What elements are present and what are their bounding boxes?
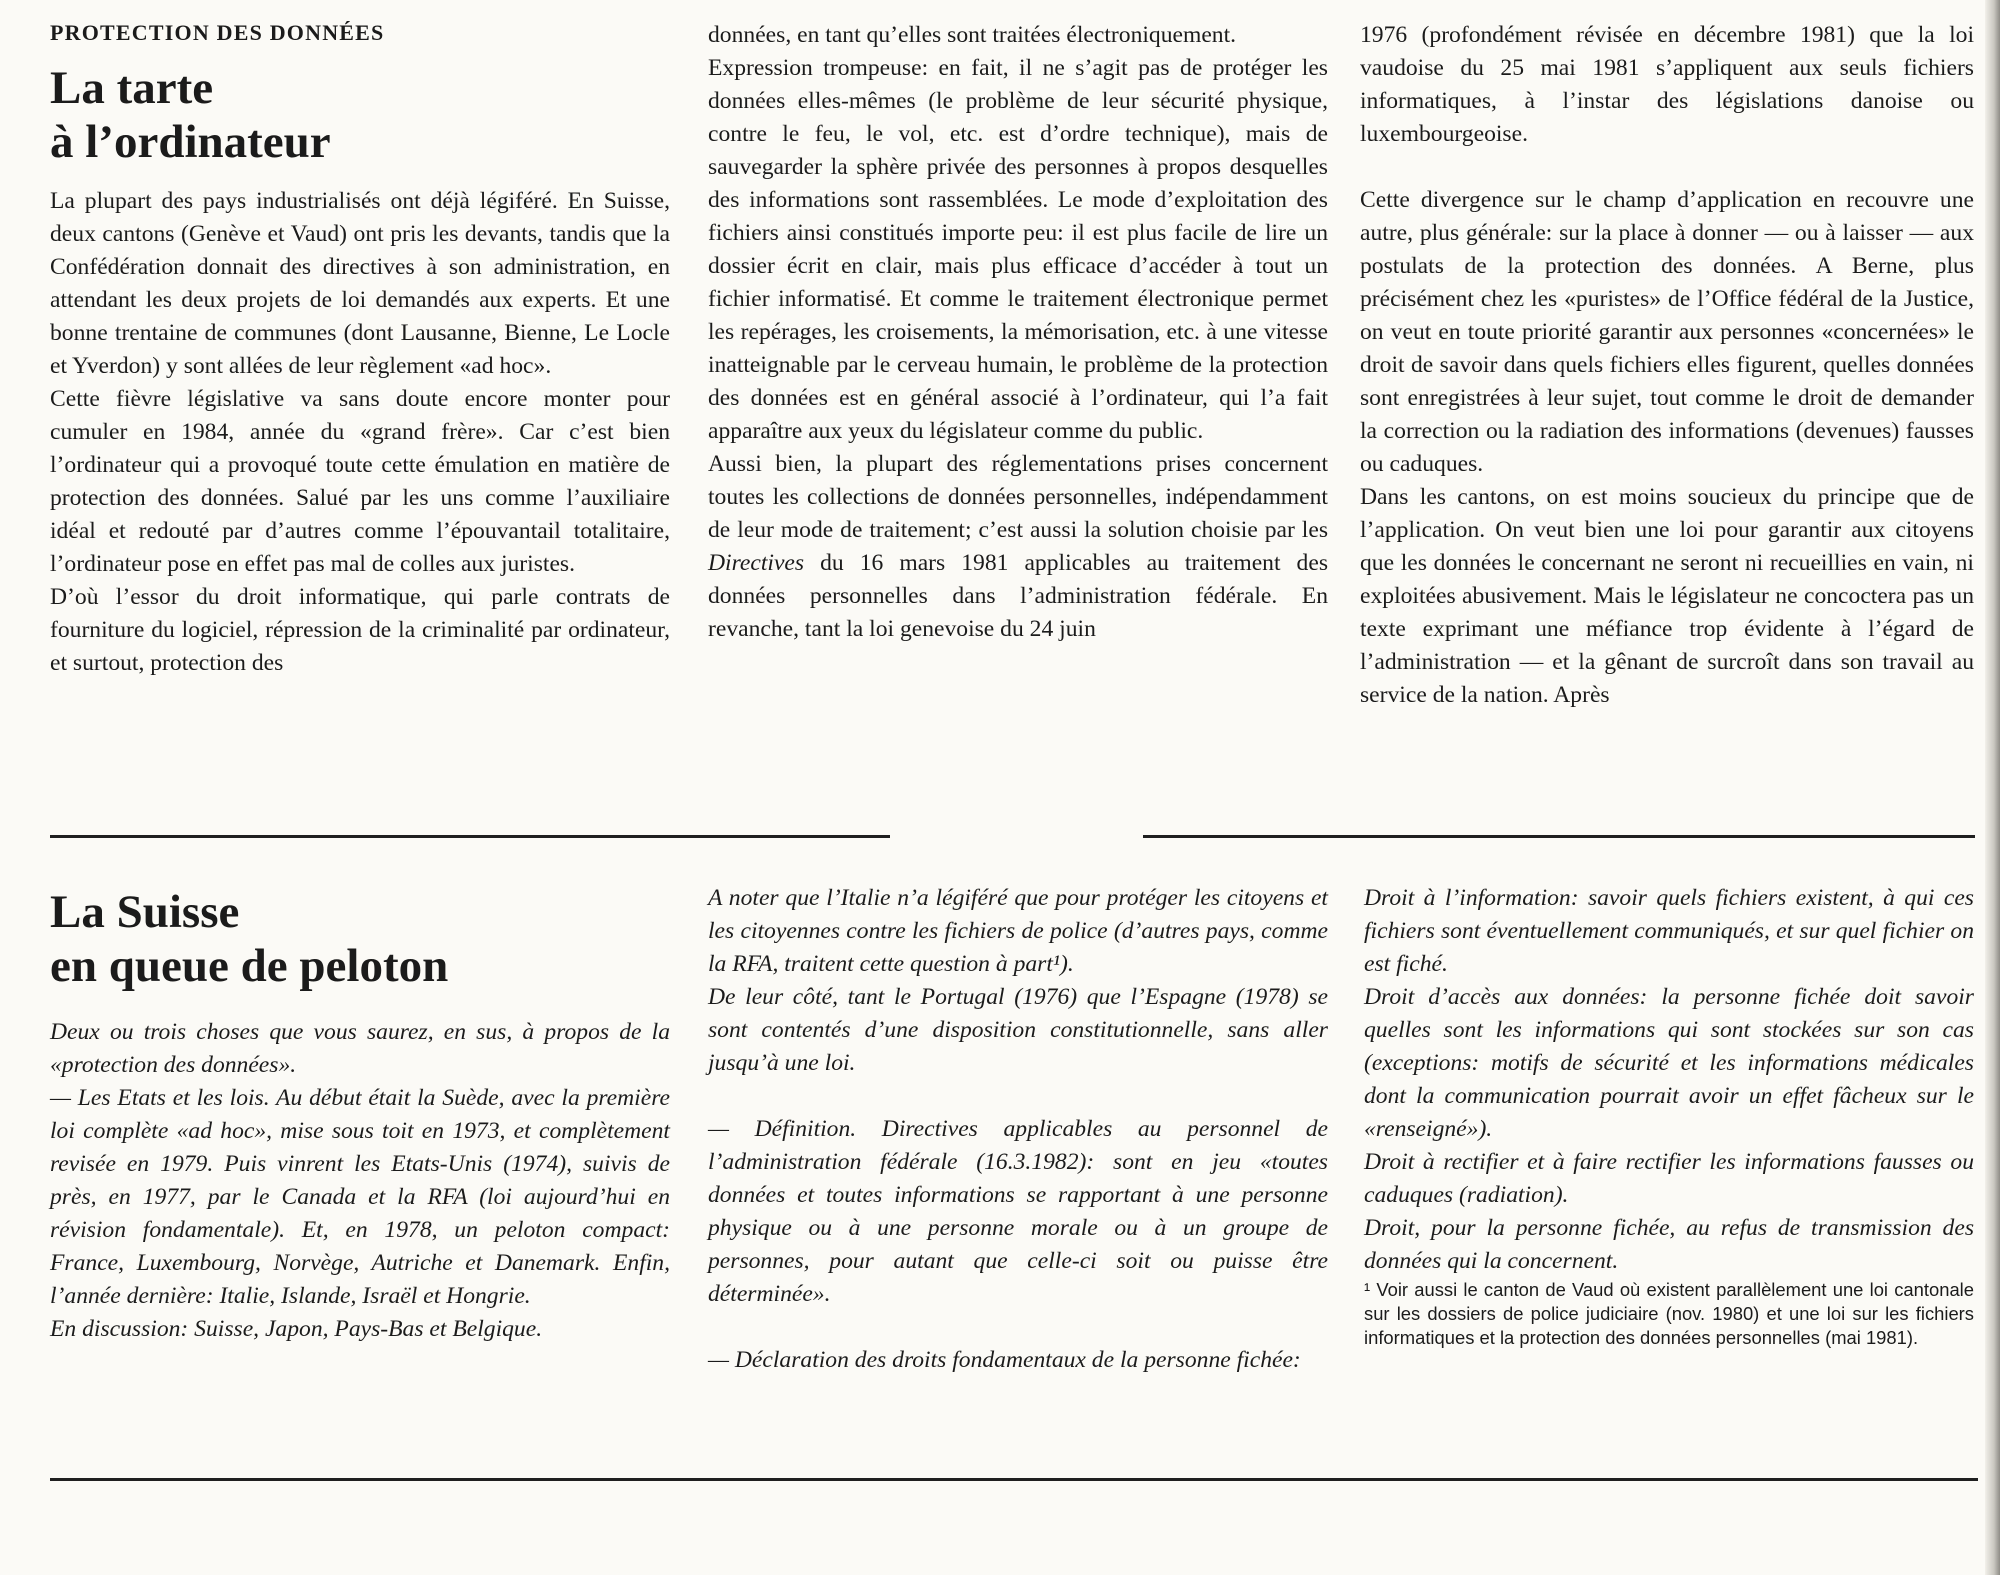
paragraph: A noter que l’Italie n’a légiféré que pour protéger les citoyens et les citoyennes contre les fichiers de police (d’autres pays, comme la RFA, traitent cette question à part¹). xyxy=(708,885,1328,977)
footnote: ¹ Voir aussi le canton de Vaud où existent parallèlement une loi cantonale sur les dossiers de police judiciaire (nov. 1980) et une loi sur les fichiers informatiques et la protection des données personnelles (mai 1981). xyxy=(1364,1279,1974,1348)
article-column-3 xyxy=(1360,19,1974,712)
paragraph: — Déclaration des droits fondamentaux de la personne fichée: xyxy=(708,1347,1301,1373)
paragraph: 1976 (profondément révisée en décembre 1981) que la loi vaudoise du 25 mai 1981 s’appliquent aux seuls fichiers informatiques, à l’instar des législations danoise ou luxembourgeoise. xyxy=(1360,22,1974,147)
italic-term: Directives xyxy=(708,550,805,576)
sidebar-column-3 xyxy=(1364,882,1974,1350)
paragraph: Cette fièvre législative va sans doute encore monter pour cumuler en 1984, année du «grand frère». Car c’est bien l’ordinateur qui a provoqué toute cette émulation en matière de protection des données. Salué par les uns comme l’auxiliaire idéal et redouté par d’autres comme l’épouvantail totalitaire, l’ordinateur pose en effet pas mal de colles aux juristes. xyxy=(50,386,670,577)
paragraph: D’où l’essor du droit informatique, qui parle contrats de fourniture du logiciel, répression de la criminalité par ordinateur, et surtout, protection des xyxy=(50,584,670,676)
article-column-2 xyxy=(708,19,1328,646)
article-headline xyxy=(50,61,331,169)
headline-line: en queue de peloton xyxy=(50,940,449,992)
headline-line: La Suisse xyxy=(50,886,240,938)
paragraph-text: du 16 mars 1981 applicables au traitement des données personnelles dans l’administration fédérale. En revanche, tant la loi genevoise du 24 juin xyxy=(708,550,1329,642)
paragraph: La plupart des pays industrialisés ont déjà légiféré. En Suisse, deux cantons (Genève et Vaud) ont pris les devants, tandis que la Confédération donnait des directives à son administration, en attendant les deux projets de loi demandés aux experts. Et une bonne trentaine de communes (dont Lausanne, Bienne, Le Locle et Yverdon) y sont allées de leur règlement «ad hoc». xyxy=(50,188,670,379)
page-edge-shadow xyxy=(1985,0,2000,1575)
paragraph: Droit, pour la personne fichée, au refus de transmission des données qui la concernent. xyxy=(1364,1215,1974,1274)
section-divider xyxy=(1143,835,1975,838)
paragraph: Cette divergence sur le champ d’application en recouvre une autre, plus générale: sur la place à donner — ou à laisser — aux postulats de la protection des données. A Berne, plus précisément chez les «puristes» de l’Office fédéral de la Justice, on veut en toute priorité garantir aux personnes «concernées» le droit de savoir dans quels fichiers elles figurent, quelles données sont enregistrées à leur sujet, tout comme le droit de demander la correction ou la radiation des informations (devenues) fausses ou caduques. xyxy=(1360,187,1974,477)
paragraph: — Les Etats et les lois. Au début était la Suède, avec la première loi complète «ad hoc», mise sous toit en 1973, et complètement revisée en 1979. Puis vinrent les Etats-Unis (1974), suivis de près, en 1977, par le Canada et la RFA (loi aujourd’hui en révision fondamentale). Et, en 1978, un peloton compact: France, Luxembourg, Norvège, Autriche et Danemark. Enfin, l’année dernière: Italie, Islande, Israël et Hongrie. xyxy=(50,1085,670,1309)
sidebar-headline xyxy=(50,885,448,993)
paragraph: Droit d’accès aux données: la personne fichée doit savoir quelles sont les informations qui sont stockées sur son cas (exceptions: motifs de sécurité et les informations médicales dont la communication pourrait avoir un effet fâcheux sur le «renseigné»). xyxy=(1364,984,1974,1142)
bottom-divider xyxy=(50,1478,1978,1481)
paragraph: Dans les cantons, on est moins soucieux du principe que de l’application. On veut bien une loi pour garantir aux citoyens que les données le concernant ne seront ni recueillies en vain, ni exploitées abusivement. Mais le législateur ne concoctera pas un texte exprimant une méfiance trop évidente à l’égard de l’administration — et la gênant de surcroît dans son travail au service de la nation. Après xyxy=(1360,484,1974,708)
sidebar-column-2 xyxy=(708,882,1328,1377)
paragraph: De leur côté, tant le Portugal (1976) que l’Espagne (1978) se sont contentés d’une disposition constitutionnelle, sans aller jusqu’à une loi. xyxy=(708,984,1328,1076)
headline-line: La tarte xyxy=(50,62,214,114)
section-kicker: PROTECTION DES DONNÉES xyxy=(50,20,385,45)
article-column-1 xyxy=(50,185,670,680)
paragraph: Expression trompeuse: en fait, il ne s’agit pas de protéger les données elles-mêmes (le problème de leur sécurité physique, contre le feu, le vol, etc. est d’ordre technique), mais de sauvegarder la sphère privée des personnes à propos desquelles des informations sont rassemblées. Le mode d’exploitation des fichiers ainsi constitués importe peu: il est plus facile de lire un dossier écrit en clair, mais plus efficace d’accéder à tout un fichier informatisé. Et comme le traitement électronique permet les repérages, les croisements, la mémorisation, etc. à une vitesse inatteignable par le cerveau humain, le problème de la protection des données est en général associé à l’ordinateur, qui l’a fait apparaître aux yeux du législateur comme du public. xyxy=(708,55,1328,444)
sidebar-column-1 xyxy=(50,1016,670,1346)
section-divider xyxy=(50,835,890,838)
paragraph: En discussion: Suisse, Japon, Pays-Bas et Belgique. xyxy=(50,1316,543,1342)
headline-line: à l’ordinateur xyxy=(50,116,331,168)
paragraph-text: Aussi bien, la plupart des réglementations prises concernent toutes les collections de données personnelles, indépendamment de leur mode de traitement; c’est aussi la solution choisie par les xyxy=(708,451,1328,543)
paragraph: — Définition. Directives applicables au personnel de l’administration fédérale (16.3.1982): sont en jeu «toutes données et toutes informations se rapportant à une personne physique ou à une personne morale ou à un groupe de personnes, pour autant que celle-ci soit ou puisse être déterminée». xyxy=(708,1116,1328,1307)
paragraph: Deux ou trois choses que vous saurez, en sus, à propos de la «protection des données». xyxy=(50,1019,670,1078)
paragraph: Droit à rectifier et à faire rectifier les informations fausses ou caduques (radiation). xyxy=(1364,1149,1974,1208)
paragraph: Droit à l’information: savoir quels fichiers existent, à qui ces fichiers sont éventuellement communiqués, et sur quel fichier on est fiché. xyxy=(1364,885,1974,977)
paragraph xyxy=(708,448,1328,646)
paragraph: données, en tant qu’elles sont traitées électroniquement. xyxy=(708,22,1237,48)
